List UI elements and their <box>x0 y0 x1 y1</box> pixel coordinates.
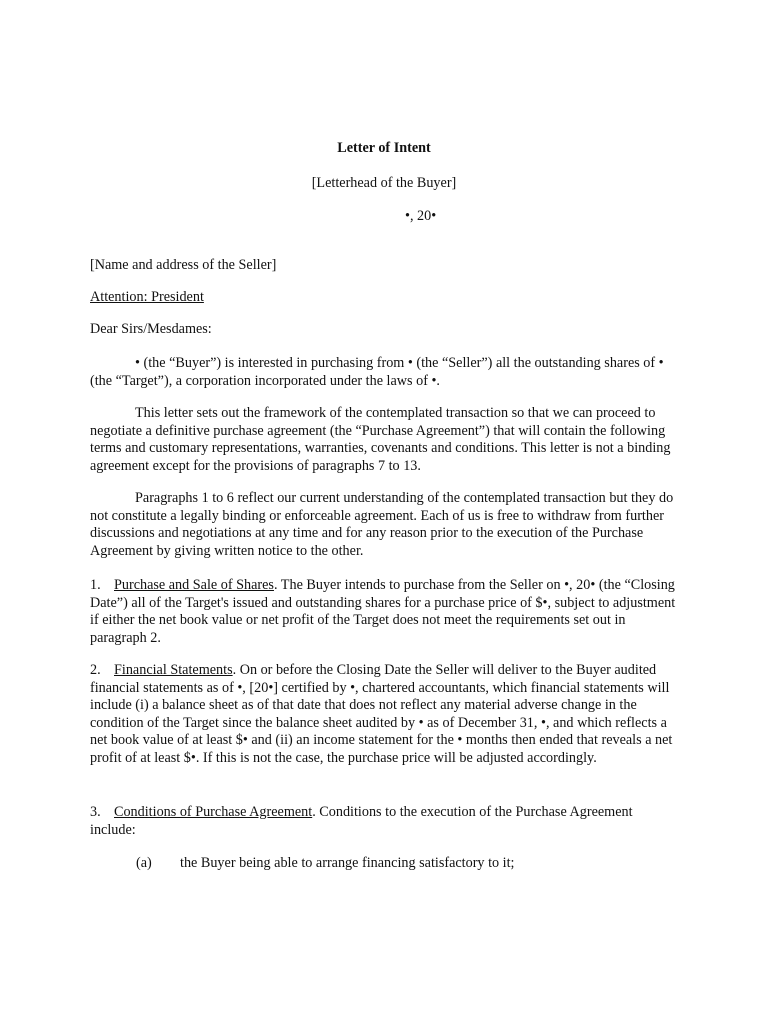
section-2-text: . On or before the Closing Date the Seller will deliver to the Buyer audited financial statements as of •, [20•] certified by •, chartered accountants, which financial statements will include (i) a balance sheet as of that date that does not reflect any material adverse change in the condition of the Target since the balance sheet audited by • as of December 31, •, and which reflects a net book value of at least $• and (ii) an income statement for the • months then ended that reveals a net profit of at least $•. If this is not the case, the purchase price will be adjusted accordingly. <box>90 662 673 766</box>
section-1-text: . The Buyer intends to purchase from the Seller on •, 20• (the “Closing Date”) all of the Target's issued and outstanding shares for a purchase price of $•, subject to adjustment if either the net book value or net profit of the Target does not meet the requirements set out in paragraph 2. <box>90 577 676 646</box>
letter-date: •, 20• <box>405 208 437 224</box>
attention-line: Attention: President <box>90 289 204 305</box>
section-2 <box>90 662 678 768</box>
letterhead-placeholder: [Letterhead of the Buyer] <box>311 175 457 191</box>
section-2-heading: Financial Statements <box>114 662 233 678</box>
intro-paragraph-3: Paragraphs 1 to 6 reflect our current understanding of the contemplated transaction but they do not constitute a legally binding or enforceable agreement. Each of us is free to withdraw from further discussions and negotiations at any time and for any reason prior to the execution of the Purchase Agreement by giving written notice to the other. <box>90 490 674 559</box>
section-3-text: . Conditions to the execution of the Purchase Agreement include: <box>90 804 633 838</box>
recipient-address: [Name and address of the Seller] <box>90 257 277 273</box>
salutation: Dear Sirs/Mesdames: <box>90 321 212 337</box>
section-1-number: 1. <box>90 577 101 593</box>
subitem-a-text: the Buyer being able to arrange financing satisfactory to it; <box>180 855 515 871</box>
section-3-number: 3. <box>90 804 101 820</box>
section-1-heading: Purchase and Sale of Shares <box>114 577 274 593</box>
section-3 <box>90 804 678 839</box>
subitem-a <box>0 855 768 875</box>
section-2-number: 2. <box>90 662 101 678</box>
section-3-heading: Conditions of Purchase Agreement <box>114 804 313 820</box>
document-title: Letter of Intent <box>337 140 431 156</box>
intro-paragraph-2: This letter sets out the framework of the contemplated transaction so that we can proceed to negotiate a definitive purchase agreement (the “Purchase Agreement”) that will contain the following terms and customary representations, warranties, covenants and conditions. This letter is not a binding agreement except for the provisions of paragraphs 7 to 13. <box>90 405 671 474</box>
section-1 <box>90 577 678 647</box>
intro-paragraph-1: • (the “Buyer”) is interested in purchasing from • (the “Seller”) all the outstanding shares of • (the “Target”), a corporation incorporated under the laws of •. <box>90 355 664 389</box>
subitem-a-label: (a) <box>136 855 152 871</box>
